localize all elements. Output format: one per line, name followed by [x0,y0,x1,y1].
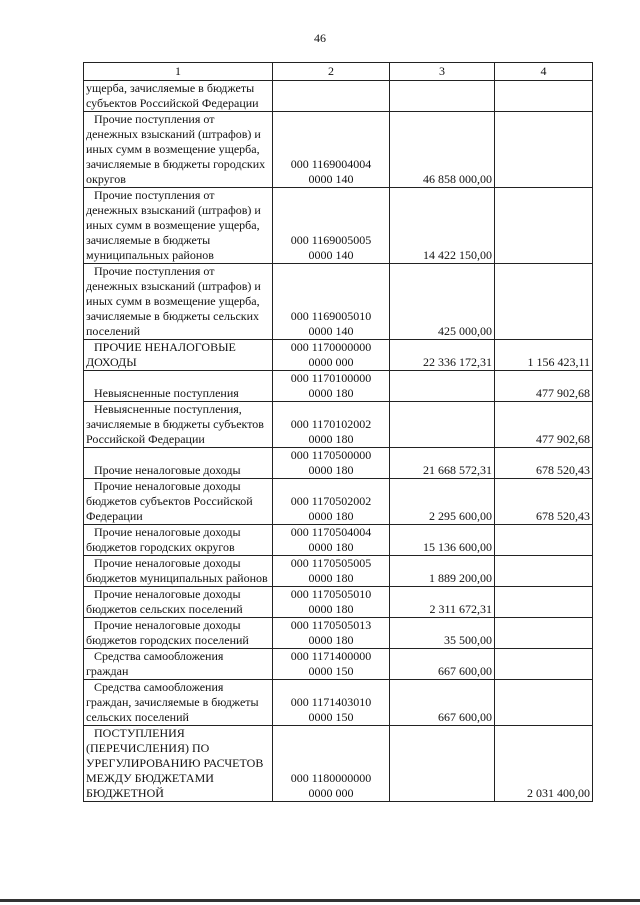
row-code-part-2: 0000 180 [308,633,354,647]
row-amount-column-4 [495,188,593,264]
table-row [84,402,593,448]
row-amount-column-4: 477 902,68 [495,402,593,448]
row-code-part-1: 000 1170504004 [290,525,372,539]
table-row [84,188,593,264]
row-code-part-2: 0000 180 [308,432,354,446]
row-name-continuation: бюджетов сельских поселений [86,602,243,616]
table-row [84,340,593,371]
row-amount-column-3: 15 136 600,00 [390,525,495,556]
row-amount-column-4 [495,264,593,340]
row-code-part-2: 0000 000 [308,355,354,369]
row-code-part-1: 000 1170505010 [290,587,372,601]
row-name-continuation: денежных взысканий (штрафов) и иных сумм в возмещение ущерба, зачисляемые в бюджеты муниципальных районов [86,203,261,262]
row-name-cell [84,188,273,264]
row-code-cell [273,81,390,112]
row-name-continuation: зачисляемые в бюджеты субъектов Российской Федерации [86,417,264,446]
row-name-first-line: Прочие неналоговые доходы [94,479,241,493]
row-code-part-1: 000 1170102002 [290,417,372,431]
revenue-table [83,62,593,802]
row-code-part-2: 0000 180 [308,386,354,400]
row-name-first-line: Прочие неналоговые доходы [94,525,241,539]
table-row [84,112,593,188]
row-name-first-line: Прочие неналоговые доходы [94,556,241,570]
row-name-cell [84,371,273,402]
column-header-4: 4 [495,63,593,81]
row-name-first-line: Средства самообложения [94,649,224,663]
table-row [84,81,593,112]
row-amount-column-3: 14 422 150,00 [390,188,495,264]
row-name-cell [84,112,273,188]
row-name-cell [84,726,273,802]
row-name-continuation: бюджетов городских поселений [86,633,249,647]
table-row [84,587,593,618]
table-row [84,556,593,587]
row-code-part-1: 000 1170502002 [290,494,372,508]
row-name-first-line: Прочие поступления от [94,112,215,126]
row-code-part-2: 0000 180 [308,602,354,616]
row-code-cell [273,649,390,680]
row-name-continuation: ущерба, зачисляемые в бюджеты субъектов Российской Федерации [86,81,259,110]
row-code-part-1: 000 1170000000 [290,340,372,354]
table-row [84,726,593,802]
row-code-part-2: 0000 150 [308,710,354,724]
row-name-continuation: денежных взысканий (штрафов) и иных сумм в возмещение ущерба, зачисляемые в бюджеты городских округов [86,127,266,186]
table-row [84,448,593,479]
table-header-row [84,63,593,81]
row-code-part-1: 000 1170500000 [290,448,372,462]
row-name-cell [84,618,273,649]
row-code-cell [273,587,390,618]
row-amount-column-4: 477 902,68 [495,371,593,402]
row-name-cell [84,264,273,340]
row-name-continuation: ДОХОДЫ [86,355,137,369]
row-name-cell [84,479,273,525]
table-row [84,649,593,680]
row-name-continuation: бюджетов городских округов [86,540,235,554]
row-name-cell [84,525,273,556]
row-name-continuation: (ПЕРЕЧИСЛЕНИЯ) ПО УРЕГУЛИРОВАНИЮ РАСЧЕТОВ МЕЖДУ БЮДЖЕТАМИ БЮДЖЕТНОЙ [86,741,264,800]
row-name-first-line: ПОСТУПЛЕНИЯ [94,726,185,740]
row-amount-column-3 [390,402,495,448]
row-name-first-line: Прочие поступления от [94,264,215,278]
row-code-cell [273,618,390,649]
row-amount-column-3 [390,371,495,402]
row-code-part-1: 000 1170505013 [290,618,372,632]
row-amount-column-4: 2 031 400,00 [495,726,593,802]
row-amount-column-4 [495,618,593,649]
row-name-first-line: Прочие неналоговые доходы [94,587,241,601]
row-amount-column-3: 2 311 672,31 [390,587,495,618]
row-code-part-2: 0000 000 [308,786,354,800]
row-name-cell [84,587,273,618]
row-name-continuation: бюджетов субъектов Российской Федерации [86,494,253,523]
row-name-cell [84,680,273,726]
row-name-cell [84,649,273,680]
row-name-first-line: Невыясненные поступления [94,386,239,400]
row-name-cell [84,556,273,587]
row-code-cell [273,726,390,802]
row-code-cell [273,402,390,448]
row-code-cell [273,188,390,264]
column-header-3: 3 [390,63,495,81]
row-name-first-line: Средства самообложения [94,680,224,694]
row-amount-column-3: 2 295 600,00 [390,479,495,525]
row-amount-column-4 [495,81,593,112]
row-name-first-line: Прочие поступления от [94,188,215,202]
row-amount-column-4 [495,680,593,726]
row-amount-column-3: 667 600,00 [390,649,495,680]
table-row [84,525,593,556]
row-code-cell [273,371,390,402]
row-amount-column-3: 21 668 572,31 [390,448,495,479]
row-name-first-line: Невыясненные поступления, [94,402,242,416]
row-amount-column-4 [495,587,593,618]
column-header-2: 2 [273,63,390,81]
row-code-part-2: 0000 180 [308,463,354,477]
row-code-part-2: 0000 140 [308,324,354,338]
page-bottom-rule [0,899,640,902]
row-code-part-2: 0000 140 [308,172,354,186]
row-name-cell [84,402,273,448]
row-code-cell [273,448,390,479]
row-code-cell [273,264,390,340]
row-amount-column-3: 46 858 000,00 [390,112,495,188]
row-amount-column-3: 425 000,00 [390,264,495,340]
row-code-part-1: 000 1171403010 [290,695,372,709]
page-number: 46 [314,31,326,45]
row-code-part-2: 0000 180 [308,509,354,523]
row-code-cell [273,112,390,188]
row-amount-column-4: 1 156 423,11 [495,340,593,371]
row-code-part-1: 000 1180000000 [290,771,372,785]
row-amount-column-3: 1 889 200,00 [390,556,495,587]
row-amount-column-3 [390,726,495,802]
row-code-part-1: 000 1169004004 [290,157,372,171]
row-name-first-line: Прочие неналоговые доходы [94,463,241,477]
row-code-part-2: 0000 180 [308,571,354,585]
row-code-part-1: 000 1170100000 [290,371,372,385]
row-amount-column-4 [495,649,593,680]
row-name-continuation: денежных взысканий (штрафов) и иных сумм в возмещение ущерба, зачисляемые в бюджеты сельских поселений [86,279,261,338]
row-code-part-2: 0000 140 [308,248,354,262]
row-name-cell [84,340,273,371]
table-row [84,479,593,525]
row-code-part-2: 0000 150 [308,664,354,678]
row-amount-column-4 [495,112,593,188]
row-code-part-1: 000 1171400000 [290,649,372,663]
row-code-part-1: 000 1169005005 [290,233,372,247]
row-amount-column-3: 35 500,00 [390,618,495,649]
table-body [84,81,593,802]
table-row [84,264,593,340]
row-name-cell [84,448,273,479]
row-amount-column-3: 667 600,00 [390,680,495,726]
row-name-continuation: бюджетов муниципальных районов [86,571,268,585]
row-amount-column-3 [390,81,495,112]
row-amount-column-4: 678 520,43 [495,448,593,479]
row-name-cell [84,81,273,112]
row-name-first-line: Прочие неналоговые доходы [94,618,241,632]
row-code-cell [273,525,390,556]
row-name-first-line: ПРОЧИЕ НЕНАЛОГОВЫЕ [94,340,236,354]
row-code-cell [273,556,390,587]
table-row [84,680,593,726]
row-code-cell [273,479,390,525]
row-code-part-1: 000 1169005010 [290,309,372,323]
row-amount-column-3: 22 336 172,31 [390,340,495,371]
row-code-part-1: 000 1170505005 [290,556,372,570]
column-header-1: 1 [84,63,273,81]
row-code-part-2: 0000 180 [308,540,354,554]
row-name-continuation: граждан [86,664,129,678]
row-name-continuation: граждан, зачисляемые в бюджеты сельских поселений [86,695,259,724]
row-code-cell [273,340,390,371]
row-code-cell [273,680,390,726]
row-amount-column-4 [495,556,593,587]
row-amount-column-4: 678 520,43 [495,479,593,525]
table-row [84,618,593,649]
row-amount-column-4 [495,525,593,556]
table-row [84,371,593,402]
